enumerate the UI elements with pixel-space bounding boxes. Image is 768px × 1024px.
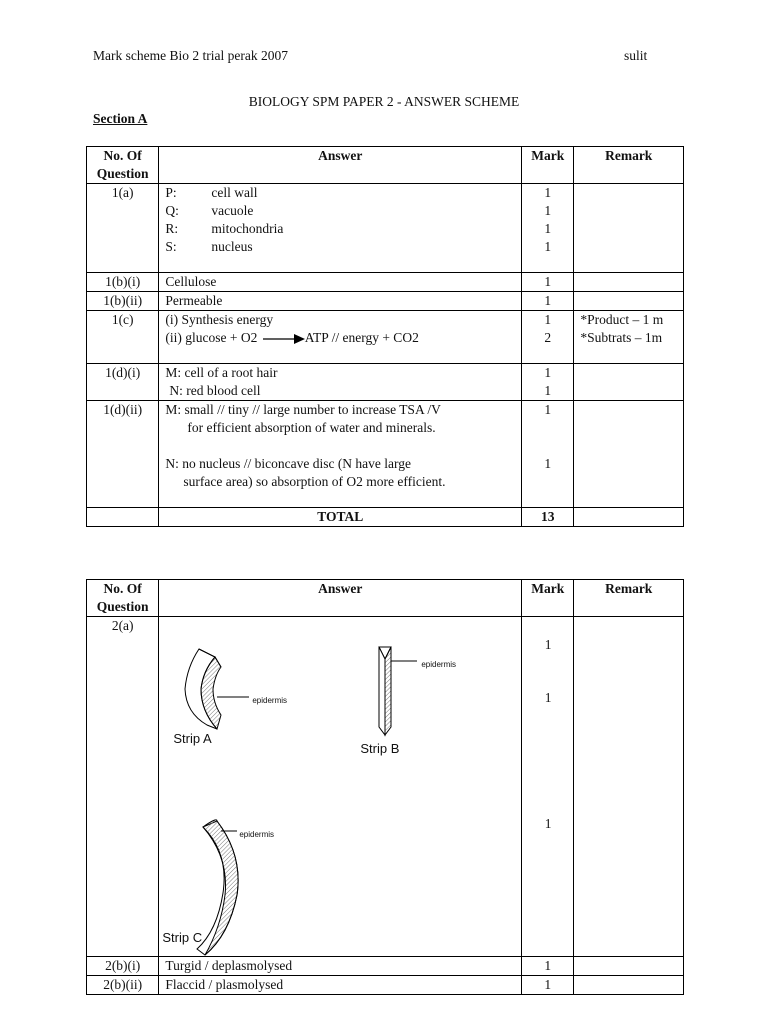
header-question-no: No. Of Question: [87, 580, 159, 617]
remark-cell: [574, 617, 684, 957]
remark-cell: [574, 976, 684, 995]
table-total-row: [87, 508, 684, 527]
answer-cell: (i) Synthesis energy (ii) glucose + O2 ATP // energy + CO2: [159, 311, 522, 364]
mark-cell: 1 2: [522, 311, 574, 364]
remark-cell: *Product – 1 m *Subtrats – 1m: [574, 311, 684, 364]
total-mark: 13: [522, 508, 574, 527]
remark-cell: [574, 273, 684, 292]
header-answer: Answer: [159, 147, 522, 184]
remark-cell: [574, 184, 684, 273]
mark-cell: 1: [522, 957, 574, 976]
mark-cell: 1: [522, 976, 574, 995]
header-document-name: Mark scheme Bio 2 trial perak 2007: [93, 48, 288, 63]
mark-cell: 1 1: [522, 401, 574, 508]
remark-cell: [574, 401, 684, 508]
question-no: 2(a): [87, 617, 159, 957]
remark-cell: [574, 364, 684, 401]
table-row: [87, 364, 684, 401]
mark-value: 1: [544, 816, 552, 831]
question-no: 1(a): [87, 184, 159, 273]
strip-c-drawing: [197, 820, 238, 955]
strip-a-drawing: [185, 649, 249, 729]
total-label: TOTAL: [159, 508, 522, 527]
page-title: BIOLOGY SPM PAPER 2 - ANSWER SCHEME: [248, 94, 520, 109]
question-no: 1(d)(i): [87, 364, 159, 401]
table-row: [87, 617, 684, 957]
answer-cell: M: cell of a root hair N: red blood cell: [159, 364, 522, 401]
table-row: [87, 957, 684, 976]
header-mark: Mark: [522, 580, 574, 617]
answer-cell: Permeable: [159, 292, 522, 311]
question-no: 1(b)(i): [87, 273, 159, 292]
table-row: [87, 976, 684, 995]
header-answer: Answer: [159, 580, 522, 617]
remark-cell: [574, 957, 684, 976]
arrow-right-icon: [261, 334, 305, 344]
answer-cell: M: small // tiny // large number to increase TSA /V for efficient absorption of water and minerals. N: no nucleus // biconcave disc (N have large surface area) so absorption of O2 more efficient.: [159, 401, 522, 508]
table-row: [87, 184, 684, 273]
question-no: 2(b)(ii): [87, 976, 159, 995]
answer-table-question-2: [86, 579, 684, 995]
mark-cell: [522, 617, 574, 957]
table-row: [87, 311, 684, 364]
question-no: 1(d)(ii): [87, 401, 159, 508]
mark-cell: 1: [522, 292, 574, 311]
answer-cell: Cellulose: [159, 273, 522, 292]
mark-cell: 1: [522, 273, 574, 292]
remark-cell: [574, 292, 684, 311]
mark-value: 1: [544, 637, 552, 652]
epidermis-label-b: epidermis: [421, 660, 457, 669]
strip-a-label: Strip A: [173, 731, 212, 746]
question-no: 1(c): [87, 311, 159, 364]
answer-cell: Turgid / deplasmolysed: [159, 957, 522, 976]
epidermis-label-c: epidermis: [239, 830, 275, 839]
strip-b-label: Strip B: [360, 741, 400, 756]
diagram-cell: [159, 617, 522, 957]
header-remark: Remark: [574, 147, 684, 184]
answer-cell: P: cell wall Q: vacuole R: mitochondria S: nucleus: [159, 184, 522, 273]
table-row: [87, 401, 684, 508]
table-row: [87, 292, 684, 311]
mark-cell: 1 1: [522, 364, 574, 401]
empty-cell: [574, 508, 684, 527]
strip-c-label: Strip C: [162, 930, 203, 945]
table-header-row: [87, 147, 684, 184]
empty-cell: [87, 508, 159, 527]
table-row: [87, 273, 684, 292]
header-classification: sulit: [624, 48, 648, 63]
table-header-row: [87, 580, 684, 617]
answer-table-question-1: [86, 146, 684, 527]
question-no: 1(b)(ii): [87, 292, 159, 311]
header-remark: Remark: [574, 580, 684, 617]
mark-cell: 1 1 1 1: [522, 184, 574, 273]
epidermis-label-a: epidermis: [252, 696, 288, 705]
header-question-no: No. Of Question: [87, 147, 159, 184]
strips-diagram: [159, 617, 520, 956]
answer-cell: Flaccid / plasmolysed: [159, 976, 522, 995]
section-heading: Section A: [93, 111, 148, 126]
strip-b-drawing: [379, 647, 417, 735]
question-no: 2(b)(i): [87, 957, 159, 976]
mark-value: 1: [544, 690, 552, 705]
header-mark: Mark: [522, 147, 574, 184]
